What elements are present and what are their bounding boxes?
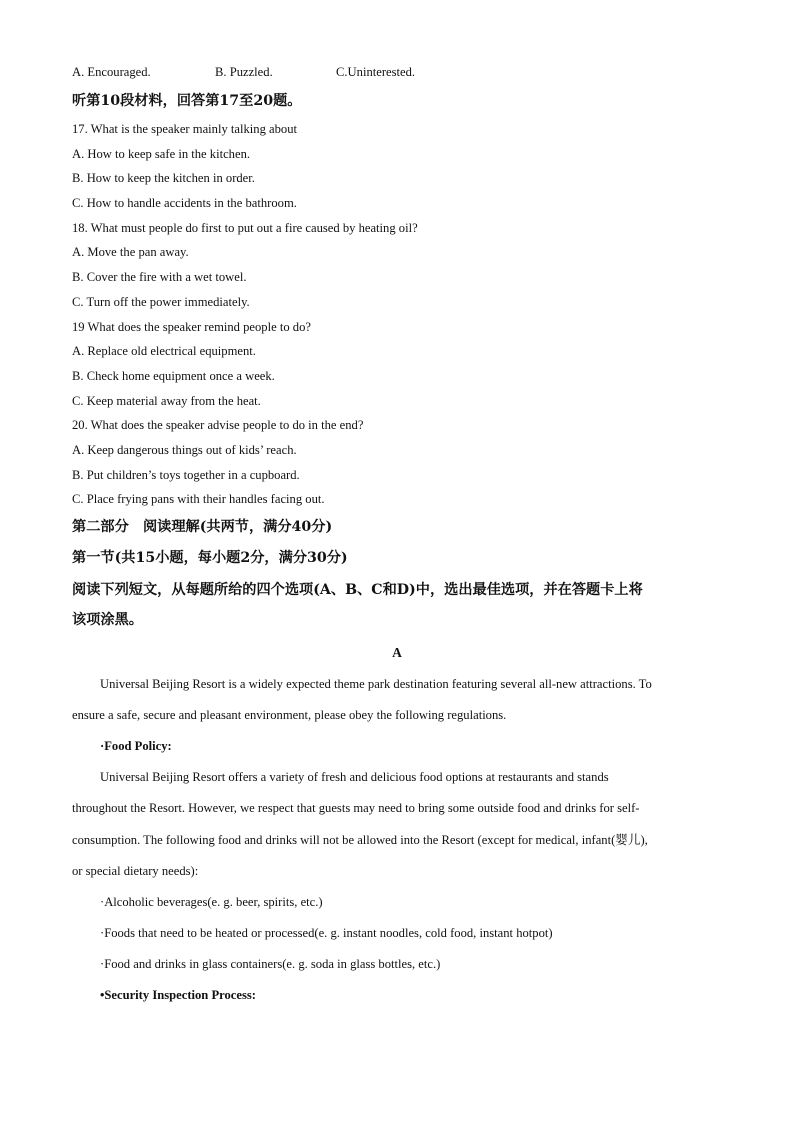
option-c: C.Uninterested. — [336, 65, 416, 79]
food-line-3: consumption. The following food and drinks will not be allowed into the Resort (except for medical, infant(婴儿), — [72, 833, 648, 847]
question-18-option-b: B. Cover the fire with a wet towel. — [72, 270, 247, 284]
intro-line-2: ensure a safe, secure and pleasant environment, please obey the following regulations. — [72, 708, 507, 722]
section-10-heading: 听第10段材料，回答第17至20题。 — [72, 93, 302, 109]
instructions-line-1: 阅读下列短文，从每题所给的四个选项(A、B、C和D)中，选出最佳选项，并在答题卡上将 — [72, 582, 643, 598]
question-18-option-a: A. Move the pan away. — [72, 245, 189, 259]
bullet-heated-foods: ·Foods that need to be heated or processed(e. g. instant noodles, cold food, instant hotpot) — [100, 926, 553, 940]
question-18: 18. What must people do first to put out a fire caused by heating oil? — [72, 221, 418, 235]
section1-heading: 第一节(共15小题，每小题2分，满分30分) — [72, 550, 348, 566]
question-17-option-b: B. How to keep the kitchen in order. — [72, 171, 255, 185]
food-line-2: throughout the Resort. However, we respect that guests may need to bring some outside food and drinks for self- — [72, 801, 640, 815]
bullet-alcoholic: ·Alcoholic beverages(e. g. beer, spirits, etc.) — [100, 895, 323, 909]
question-19-option-c: C. Keep material away from the heat. — [72, 394, 261, 408]
intro-line-1: Universal Beijing Resort is a widely expected theme park destination featuring several all-new attractions. To — [100, 677, 652, 691]
question-19-option-b: B. Check home equipment once a week. — [72, 369, 275, 383]
part2-heading: 第二部分 阅读理解(共两节，满分40分) — [72, 519, 333, 535]
top-options-row — [72, 65, 772, 81]
food-policy-heading: ·Food Policy: — [100, 739, 172, 753]
question-20: 20. What does the speaker advise people to do in the end? — [72, 418, 364, 432]
food-line-1: Universal Beijing Resort offers a variety of fresh and delicious food options at restaurants and stands — [100, 770, 609, 784]
passage-title: A — [392, 645, 402, 660]
question-17-option-c: C. How to handle accidents in the bathroom. — [72, 196, 297, 210]
instructions-line-2: 该项涂黑。 — [72, 612, 143, 628]
security-heading: •Security Inspection Process: — [100, 988, 256, 1002]
option-b: B. Puzzled. — [215, 65, 273, 79]
question-19-option-a: A. Replace old electrical equipment. — [72, 344, 256, 358]
bullet-glass-containers: ·Food and drinks in glass containers(e. g. soda in glass bottles, etc.) — [100, 957, 441, 971]
question-17: 17. What is the speaker mainly talking about — [72, 122, 298, 136]
question-20-option-b: B. Put children’s toys together in a cupboard. — [72, 468, 300, 482]
question-20-option-a: A. Keep dangerous things out of kids’ reach. — [72, 443, 297, 457]
food-line-4: or special dietary needs): — [72, 864, 199, 878]
question-19: 19 What does the speaker remind people to do? — [72, 320, 311, 334]
option-a: A. Encouraged. — [72, 65, 151, 79]
question-20-option-c: C. Place frying pans with their handles facing out. — [72, 492, 325, 506]
question-17-option-a: A. How to keep safe in the kitchen. — [72, 147, 251, 161]
question-18-option-c: C. Turn off the power immediately. — [72, 295, 250, 309]
